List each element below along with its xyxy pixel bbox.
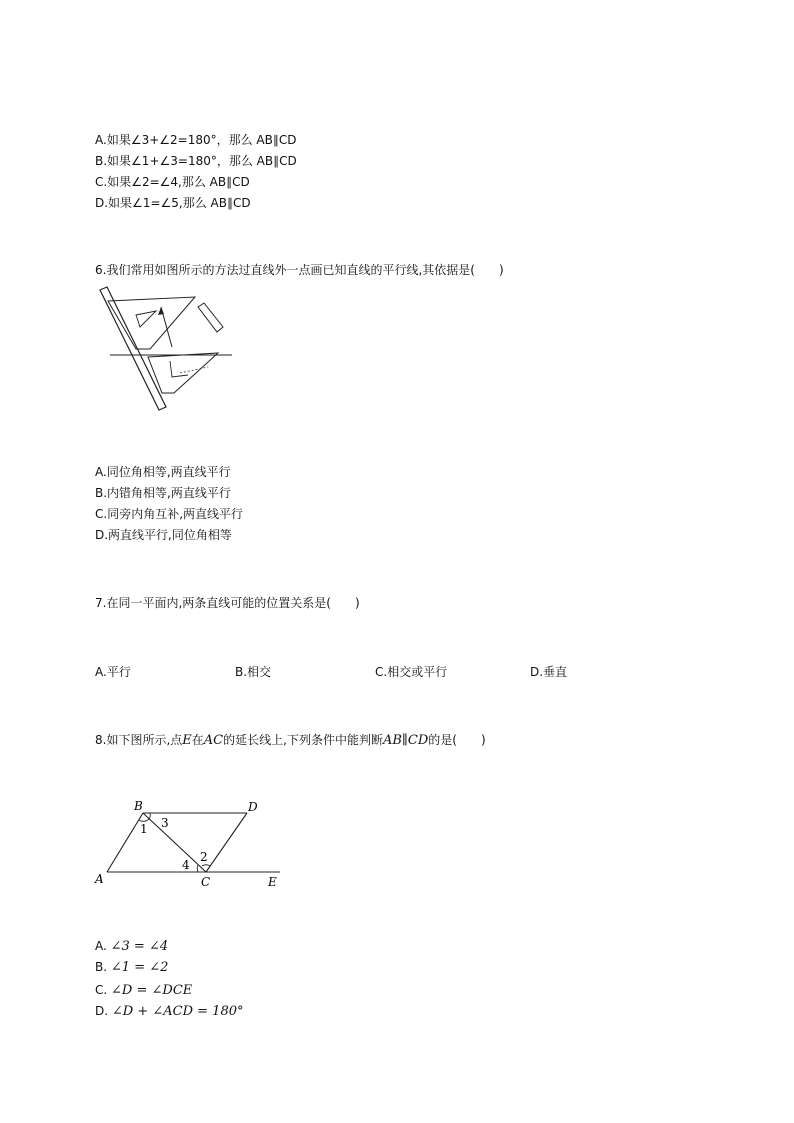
q8-question-mid2: 的延长线上,下列条件中能判断 <box>223 733 383 747</box>
q6-option-a: A.同位角相等,两直线平行 <box>95 465 231 479</box>
q8-option-c-letter: C. <box>95 983 108 997</box>
q8-option-d <box>95 1003 243 1020</box>
q8-question-mid1: 在 <box>191 733 204 747</box>
q8-segment-ac: AC <box>203 733 224 748</box>
q5-option-b: B.如果∠1+∠3=180°，那么 AB∥CD <box>95 154 297 168</box>
q8-option-b <box>95 959 168 976</box>
q8-question-prefix: 8.如下图所示,点 <box>95 733 183 747</box>
q6-figure-set-square-ruler <box>90 285 240 415</box>
q8-cd: CD <box>407 733 429 748</box>
q8-question <box>95 732 486 749</box>
q5-option-d: D.如果∠1=∠5,那么 AB∥CD <box>95 196 251 210</box>
q7-option-b: B.相交 <box>235 665 272 679</box>
q5-option-a: A.如果∠3+∠2=180°，那么 AB∥CD <box>95 133 297 147</box>
q8-parallel-symbol: ∥ <box>401 733 408 748</box>
q8-option-c <box>95 982 192 999</box>
q8-label-angle-1: 1 <box>140 822 148 836</box>
q8-label-b: B <box>134 799 143 813</box>
q8-option-a-letter: A. <box>95 939 107 953</box>
q8-option-a <box>95 938 168 955</box>
q8-option-d-letter: D. <box>95 1004 109 1018</box>
q7-question: 7.在同一平面内,两条直线可能的位置关系是( ) <box>95 596 360 610</box>
q8-ab: AB <box>382 733 402 748</box>
q8-question-suffix: 的是( ) <box>428 733 486 747</box>
q8-label-angle-4: 4 <box>182 858 190 872</box>
q6-question: 6.我们常用如图所示的方法过直线外一点画已知直线的平行线,其依据是( ) <box>95 263 504 277</box>
q7-option-d: D.垂直 <box>530 665 568 679</box>
q8-label-angle-3: 3 <box>161 816 169 830</box>
q6-option-c: C.同旁内角互补,两直线平行 <box>95 507 244 521</box>
q8-option-b-expr: ∠1 = ∠2 <box>110 960 169 975</box>
q6-option-b: B.内错角相等,两直线平行 <box>95 486 231 500</box>
q8-option-d-expr: ∠D + ∠ACD = 180° <box>111 1004 244 1019</box>
q8-figure-parallelogram <box>90 795 290 895</box>
q7-option-c: C.相交或平行 <box>375 665 448 679</box>
q8-label-d: D <box>248 800 258 814</box>
q8-option-b-letter: B. <box>95 960 108 974</box>
q8-label-c: C <box>201 875 211 889</box>
q7-option-a: A.平行 <box>95 665 131 679</box>
q8-option-a-expr: ∠3 = ∠4 <box>110 939 169 954</box>
q5-option-c: C.如果∠2=∠4,那么 AB∥CD <box>95 175 250 189</box>
q8-point-e: E <box>182 733 192 748</box>
q8-label-a: A <box>95 872 104 886</box>
q8-label-e: E <box>268 875 277 889</box>
q8-option-c-expr: ∠D = ∠DCE <box>111 983 193 998</box>
q6-option-d: D.两直线平行,同位角相等 <box>95 528 232 542</box>
q8-label-angle-2: 2 <box>200 850 208 864</box>
